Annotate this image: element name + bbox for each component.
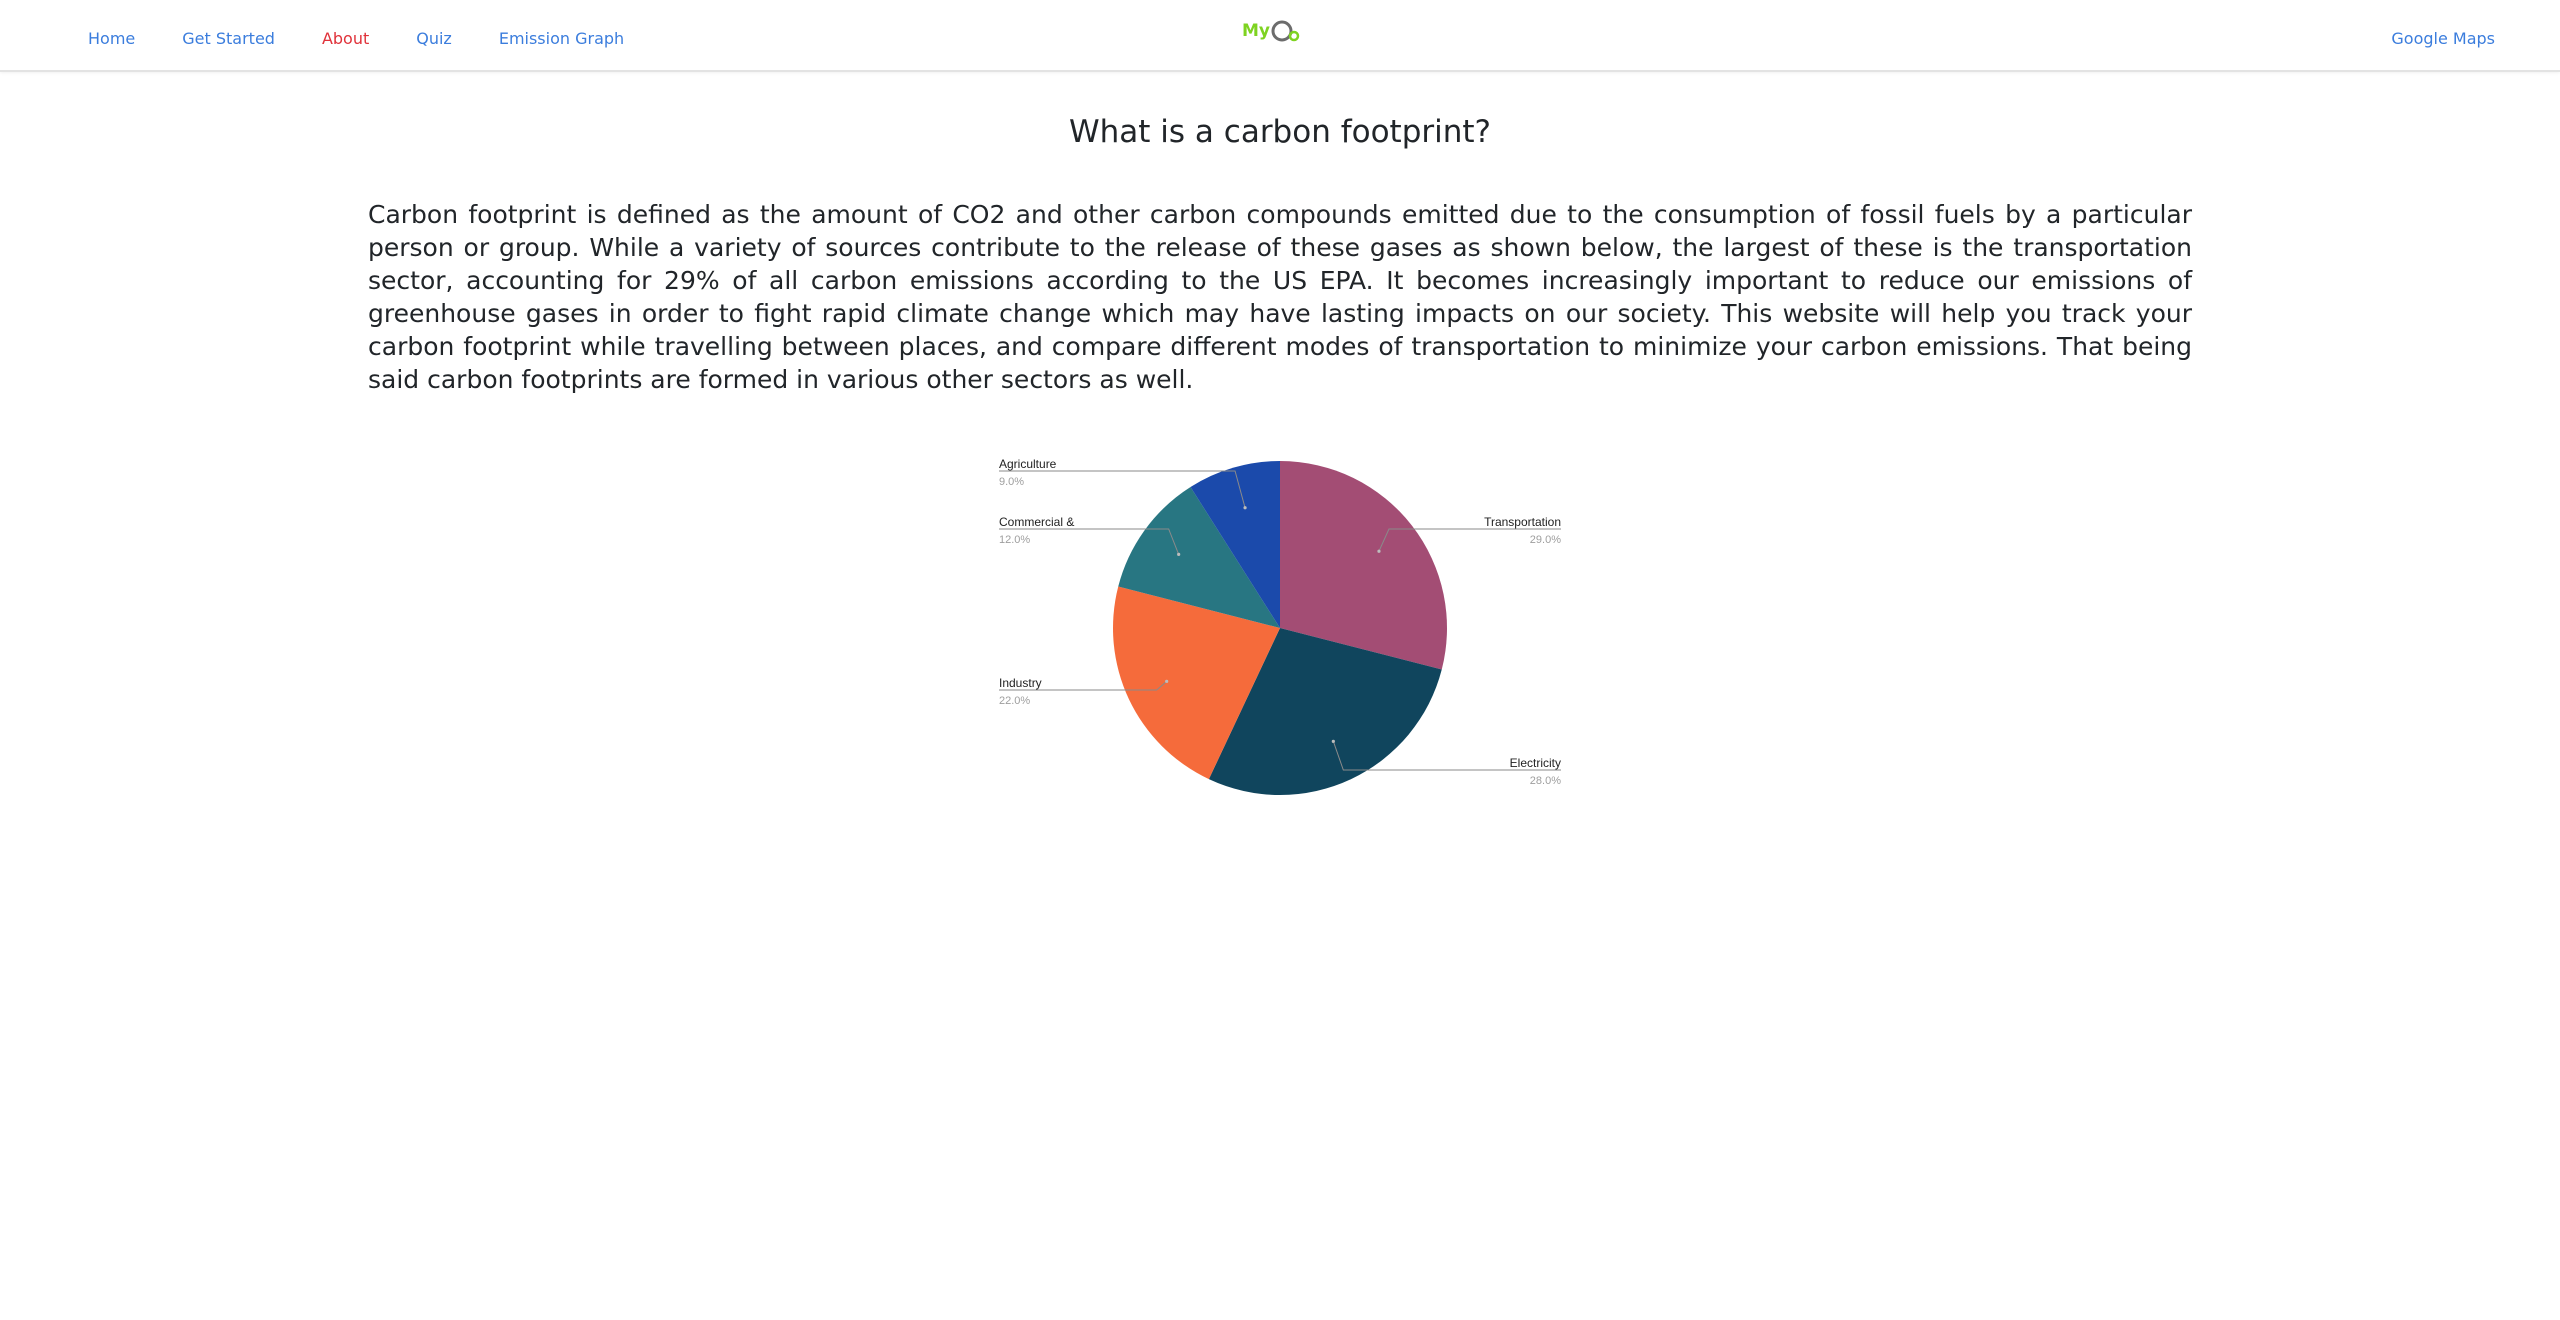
nav-link-quiz[interactable]: Quiz [416, 28, 452, 48]
nav-link-get-started[interactable]: Get Started [182, 28, 275, 48]
pie-label: Transportation [1484, 515, 1561, 529]
nav-link-google-maps[interactable]: Google Maps [2391, 28, 2495, 48]
nav-link-emission-graph[interactable]: Emission Graph [498, 28, 625, 48]
top-navbar [0, 0, 2560, 72]
pie-label: Commercial & [999, 515, 1075, 529]
pie-label: Agriculture [999, 457, 1057, 471]
pie-value-label: 28.0% [1529, 775, 1561, 787]
nav-link-home[interactable]: Home [88, 28, 136, 48]
pie-value-label: 29.0% [1529, 534, 1561, 546]
pie-label: Industry [999, 676, 1042, 690]
pie-leader-dot [1332, 740, 1335, 743]
intro-paragraph: Carbon footprint is defined as the amount of CO2 and other carbon compounds emitted due to the consumption of fossil fuels by a particular person or group. While a variety of sources contribute to the release of these gases as shown below, the largest of these is the transportation sector, accounting for 29% of all carbon emissions according to the US EPA. It becomes increasingly important to reduce our emissions of greenhouse gases in order to fight rapid climate change which may have lasting impacts on our society. This website will help you track your carbon footprint while travelling between places, and compare different modes of transportation to minimize your carbon emissions. That being said carbon footprints are formed in various other sectors as well. [368, 200, 2192, 394]
pie-leader-dot [1177, 553, 1180, 556]
brand-logo[interactable] [1242, 16, 1301, 46]
nav-links [88, 0, 671, 76]
page-title: What is a carbon footprint? [1069, 114, 1491, 150]
pie-leader-dot [1377, 550, 1380, 553]
co2-logo-icon [1271, 18, 1301, 44]
nav-right [2391, 0, 2495, 76]
pie-value-label: 12.0% [999, 534, 1031, 546]
pie-label: Electricity [1509, 756, 1561, 770]
pie-chart-svg [990, 450, 1570, 810]
pie-value-label: 9.0% [999, 476, 1025, 488]
pie-value-label: 22.0% [999, 695, 1031, 707]
nav-link-about[interactable]: About [321, 28, 370, 48]
pie-leader-dot [1165, 680, 1168, 683]
pie-leader-dot [1243, 506, 1246, 509]
emissions-pie-chart [990, 450, 1570, 810]
brand-text: My [1242, 21, 1270, 41]
